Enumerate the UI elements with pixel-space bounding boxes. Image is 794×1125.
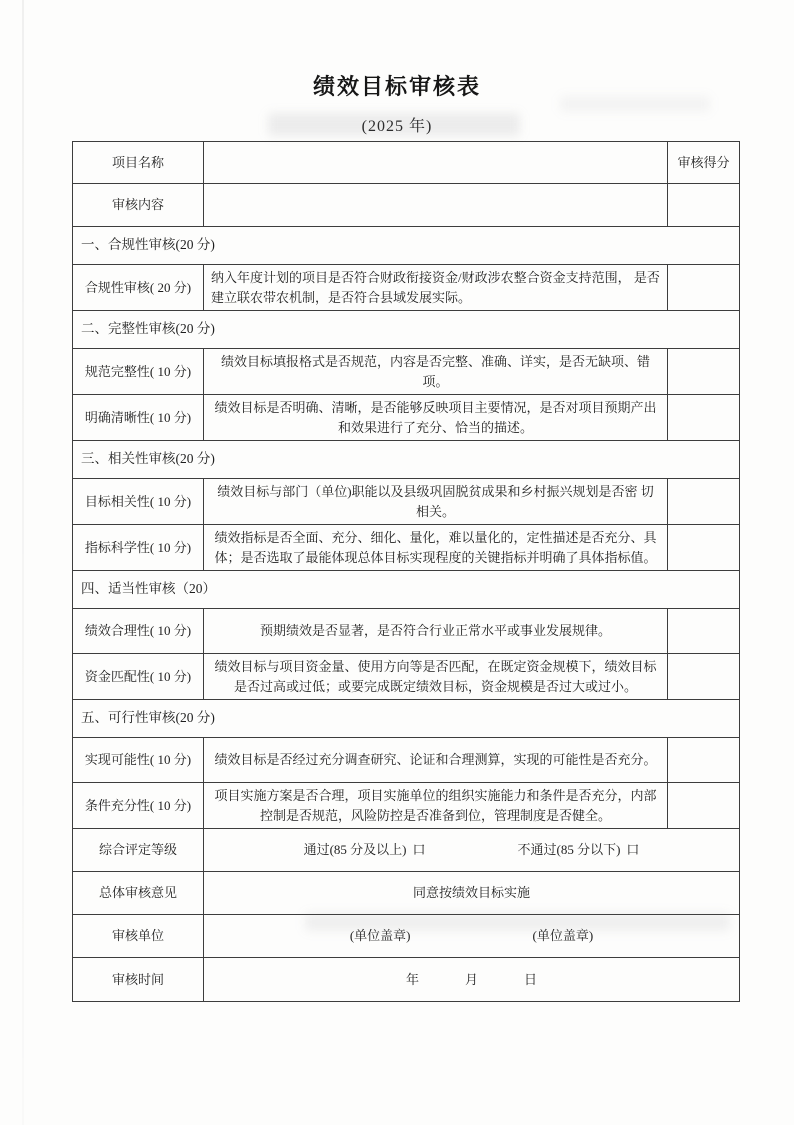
fail-option-label: 不通过(85 分以下) [517,842,621,858]
table-row-criterion [73,479,739,525]
table-row-project-name [73,142,739,184]
year-label: 年 [405,971,419,987]
criterion-label: 指标科学性( 10 分) [73,525,204,570]
pass-checkbox: 口 [412,842,426,858]
criterion-label: 规范完整性( 10 分) [73,349,204,394]
project-name-label: 项目名称 [73,142,204,183]
project-name-value-cell [204,142,667,183]
scan-artifact [268,113,520,136]
criterion-desc: 绩效目标填报格式是否规范，内容是否完整、准确、详实，是否无缺项、错项。 [220,354,650,389]
criterion-desc: 预期绩效是否显著，是否符合行业正常水平或事业发展规律。 [259,623,611,639]
page-subtitle: (2025 年) [361,118,433,135]
score-cell [667,395,739,440]
score-cell [667,609,739,653]
score-cell [667,265,739,310]
review-unit-label: 审核单位 [73,915,204,957]
criterion-desc: 绩效指标是否全面、充分、细化、量化，难以量化的，定性描述是否充分、具体；是否选取了最能体现总体目标实现程度的关键指标并明确了具体指标值。 [214,530,657,565]
scan-artifact [560,96,710,112]
review-content-label: 审核内容 [73,184,204,226]
score-cell [667,479,739,524]
overall-opinion-cell [204,872,739,914]
section-header-relevance [73,441,739,479]
criterion-desc-cell [204,609,667,653]
criterion-desc-cell [204,738,667,782]
score-cell [667,783,739,828]
score-cell [667,525,739,570]
section-title: 五、可行性审核(20 分) [81,710,215,726]
section-header-feasibility [73,700,739,738]
criterion-desc: 绩效目标与部门（单位)职能以及县级巩固脱贫成果和乡村振兴规划是否密 切相关。 [217,484,654,519]
fail-option [518,840,640,860]
table-row-criterion [73,265,739,311]
overall-rating-label: 综合评定等级 [73,829,204,871]
table-row-criterion [73,349,739,395]
criterion-desc: 绩效目标与项目资金量、使用方向等是否匹配，在既定资金规模下，绩效目标是否过高或过低；或要完成既定绩效目标，资金规模是否过大或过小。 [214,659,657,694]
criterion-desc-cell [204,349,667,394]
score-cell [667,738,739,782]
overall-opinion-label: 总体审核意见 [73,872,204,914]
table-row-overall-opinion [73,872,739,915]
criterion-label: 目标相关性( 10 分) [73,479,204,524]
scan-artifact [305,913,730,931]
score-cell [667,349,739,394]
table-row-criterion [73,609,739,654]
review-date-cell [204,958,739,1001]
table-row-criterion [73,783,739,829]
criterion-label: 合规性审核( 20 分) [73,265,204,310]
criterion-desc-cell [204,479,667,524]
review-table [72,141,740,1002]
score-cell [667,184,739,226]
criterion-desc: 绩效目标是否经过充分调查研究、论证和合理测算，实现的可能性是否充分。 [214,752,657,768]
criterion-desc-cell [204,783,667,828]
section-title: 一、合规性审核(20 分) [81,237,215,253]
stamp-placeholder-right: (单位盖章) [532,928,594,944]
table-row-overall-rating [73,829,739,872]
stamp-placeholder-left: (单位盖章) [349,928,411,944]
criterion-desc-cell [204,654,667,699]
criterion-desc-cell [204,395,667,440]
section-title: 四、适当性审核（20） [81,581,216,597]
criterion-desc: 绩效目标是否明确、清晰，是否能够反映项目主要情况，是否对项目预期产出和效果进行了充分、恰当的描述。 [214,400,657,435]
section-title: 三、相关性审核(20 分) [81,451,215,467]
overall-opinion-text: 同意按绩效目标实施 [412,885,530,901]
score-header: 审核得分 [667,142,739,183]
scan-crease-line [22,0,24,1125]
pass-option-label: 通过(85 分及以上) [303,842,407,858]
table-row-criterion [73,395,739,441]
section-header-appropriateness [73,571,739,609]
criterion-label: 明确清晰性( 10 分) [73,395,204,440]
table-row-criterion [73,738,739,783]
review-date-label: 审核时间 [73,958,204,1001]
overall-rating-options [204,829,739,871]
table-row-criterion [73,525,739,571]
fail-checkbox: 口 [626,842,640,858]
section-title: 二、完整性审核(20 分) [81,321,215,337]
criterion-desc: 纳入年度计划的项目是否符合财政衔接资金/财政涉农整合资金支持范围， 是否建立联农带农机制，是否符合县域发展实际。 [211,270,660,305]
criterion-label: 绩效合理性( 10 分) [73,609,204,653]
criterion-desc-cell [204,525,667,570]
criterion-label: 实现可能性( 10 分) [73,738,204,782]
criterion-label: 资金匹配性( 10 分) [73,654,204,699]
month-label: 月 [464,971,478,987]
table-row-review-content [73,184,739,227]
criterion-desc: 项目实施方案是否合理，项目实施单位的组织实施能力和条件是否充分，内部控制是否规范，风险防控是否准备到位，管理制度是否健全。 [214,788,657,823]
page-title: 绩效目标审核表 [312,74,481,99]
criterion-label: 条件充分性( 10 分) [73,783,204,828]
score-cell [667,654,739,699]
section-header-completeness [73,311,739,349]
pass-option [304,840,426,860]
day-label: 日 [524,971,538,987]
criterion-desc-cell [204,265,667,310]
review-content-value-cell [204,184,667,226]
table-row-review-date [73,958,739,1001]
table-row-criterion [73,654,739,700]
section-header-compliance [73,227,739,265]
